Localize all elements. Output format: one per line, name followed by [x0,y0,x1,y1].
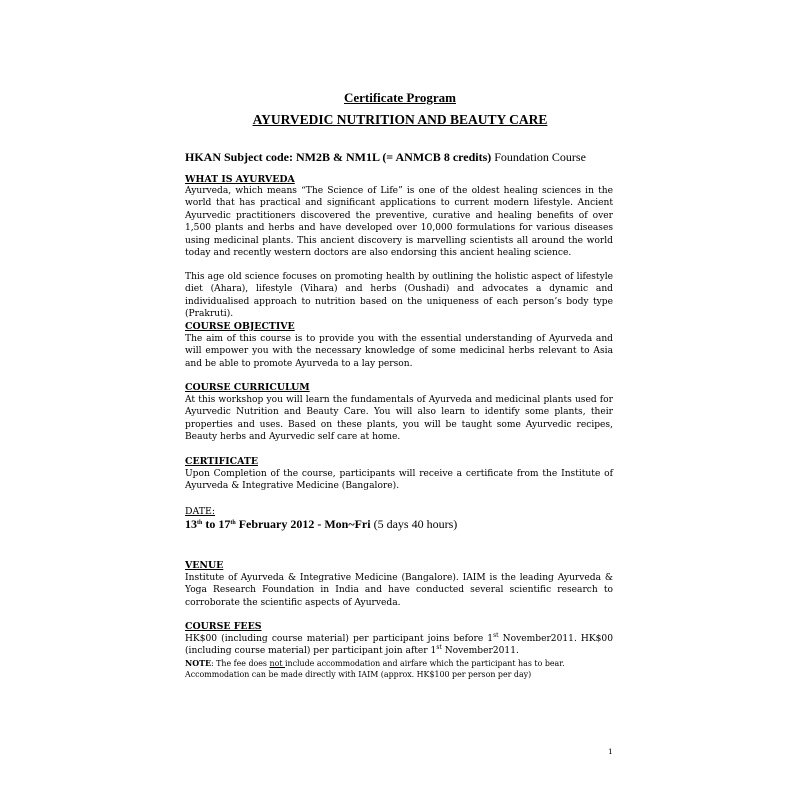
heading-course-curriculum: COURSE CURRICULUM [185,382,310,393]
page-number: 1 [608,747,613,756]
subject-code-line [185,150,625,165]
heading-course-fees: COURSE FEES [185,621,262,632]
fees-note-accommodation: Accommodation can be made directly with IAIM (approx. HK$100 per person per day) [185,670,532,679]
date-duration: (5 days 40 hours) [370,517,458,531]
heading-venue: VENUE [185,560,224,571]
program-title: Certificate Program [343,90,456,105]
date-range: February 2012 - Mon~Fri [235,517,371,531]
paragraph-ayurveda-1: Ayurveda, which means “The Science of Life” is one of the oldest healing sciences in the world that has practical and significant applications to current modern lifestyle. Ancient Ayurvedic practitioners discovered the preventive, curative and healing benefits of over 1,500 plants and herbs and have developed over 10,000 formulations for various diseases using medicinal plants. This ancient discovery is marvelling scientists all around the world today and recently western doctors are also endorsing this ancient healing science. [185,186,613,259]
subject-code: HKAN Subject code: NM2B & NM1L (= ANMCB 8 credits) [185,150,492,164]
subject-course-type: Foundation Course [491,150,586,164]
heading-what-is-ayurveda: WHAT IS AYURVEDA [185,174,295,185]
heading-certificate: CERTIFICATE [185,456,258,467]
note-label: NOTE [185,659,211,668]
fees-note: NOTE: The fee does not include accommodation and airfare which the participant has to bear. [185,659,565,668]
paragraph-course-curriculum: At this workshop you will learn the fundamentals of Ayurveda and medicinal plants used for Ayurvedic Nutrition and Beauty Care. You will also learn to identify some plants, their properties and uses. Based on these plants, you will be taught some Ayurvedic recipes, Beauty herbs and Ayurvedic self care at home. [185,395,613,443]
paragraph-course-objective: The aim of this course is to provide you with the essential understanding of Ayurveda and will empower you with the necessary knowledge of some medicinal herbs relevant to Asia and be able to promote Ayurveda to a lay person. [185,334,613,369]
paragraph-ayurveda-2: This age old science focuses on promoting health by outlining the holistic aspect of lifestyle diet (Ahara), lifestyle (Vihara) and herbs (Oushadi) and advocates a dynamic and individualised approach to nutrition based on the uniqueness of each person’s body type (Prakruti). [185,272,613,320]
date-label: DATE: [185,506,216,517]
date-line: 13th to 17th February 2012 - Mon~Fri (5 days 40 hours) [185,517,458,531]
heading-course-objective: COURSE OBJECTIVE [185,321,295,332]
paragraph-course-fees: HK$00 (including course material) per participant joins before 1st November2011. HK$00 (including course material) per participant join after 1st November2011. [185,632,613,657]
date-start-day: 13 [185,517,197,531]
paragraph-venue: Institute of Ayurveda & Integrative Medicine (Bangalore). IAIM is the leading Ayurveda & Yoga Research Foundation in India and have conducted several scientific research to corroborate the scientific aspects of Ayurveda. [185,573,613,608]
paragraph-certificate: Upon Completion of the course, participants will receive a certificate from the Institute of Ayurveda & Integrative Medicine (Bangalore). [185,469,613,492]
course-title: AYURVEDIC NUTRITION AND BEAUTY CARE [252,112,548,127]
